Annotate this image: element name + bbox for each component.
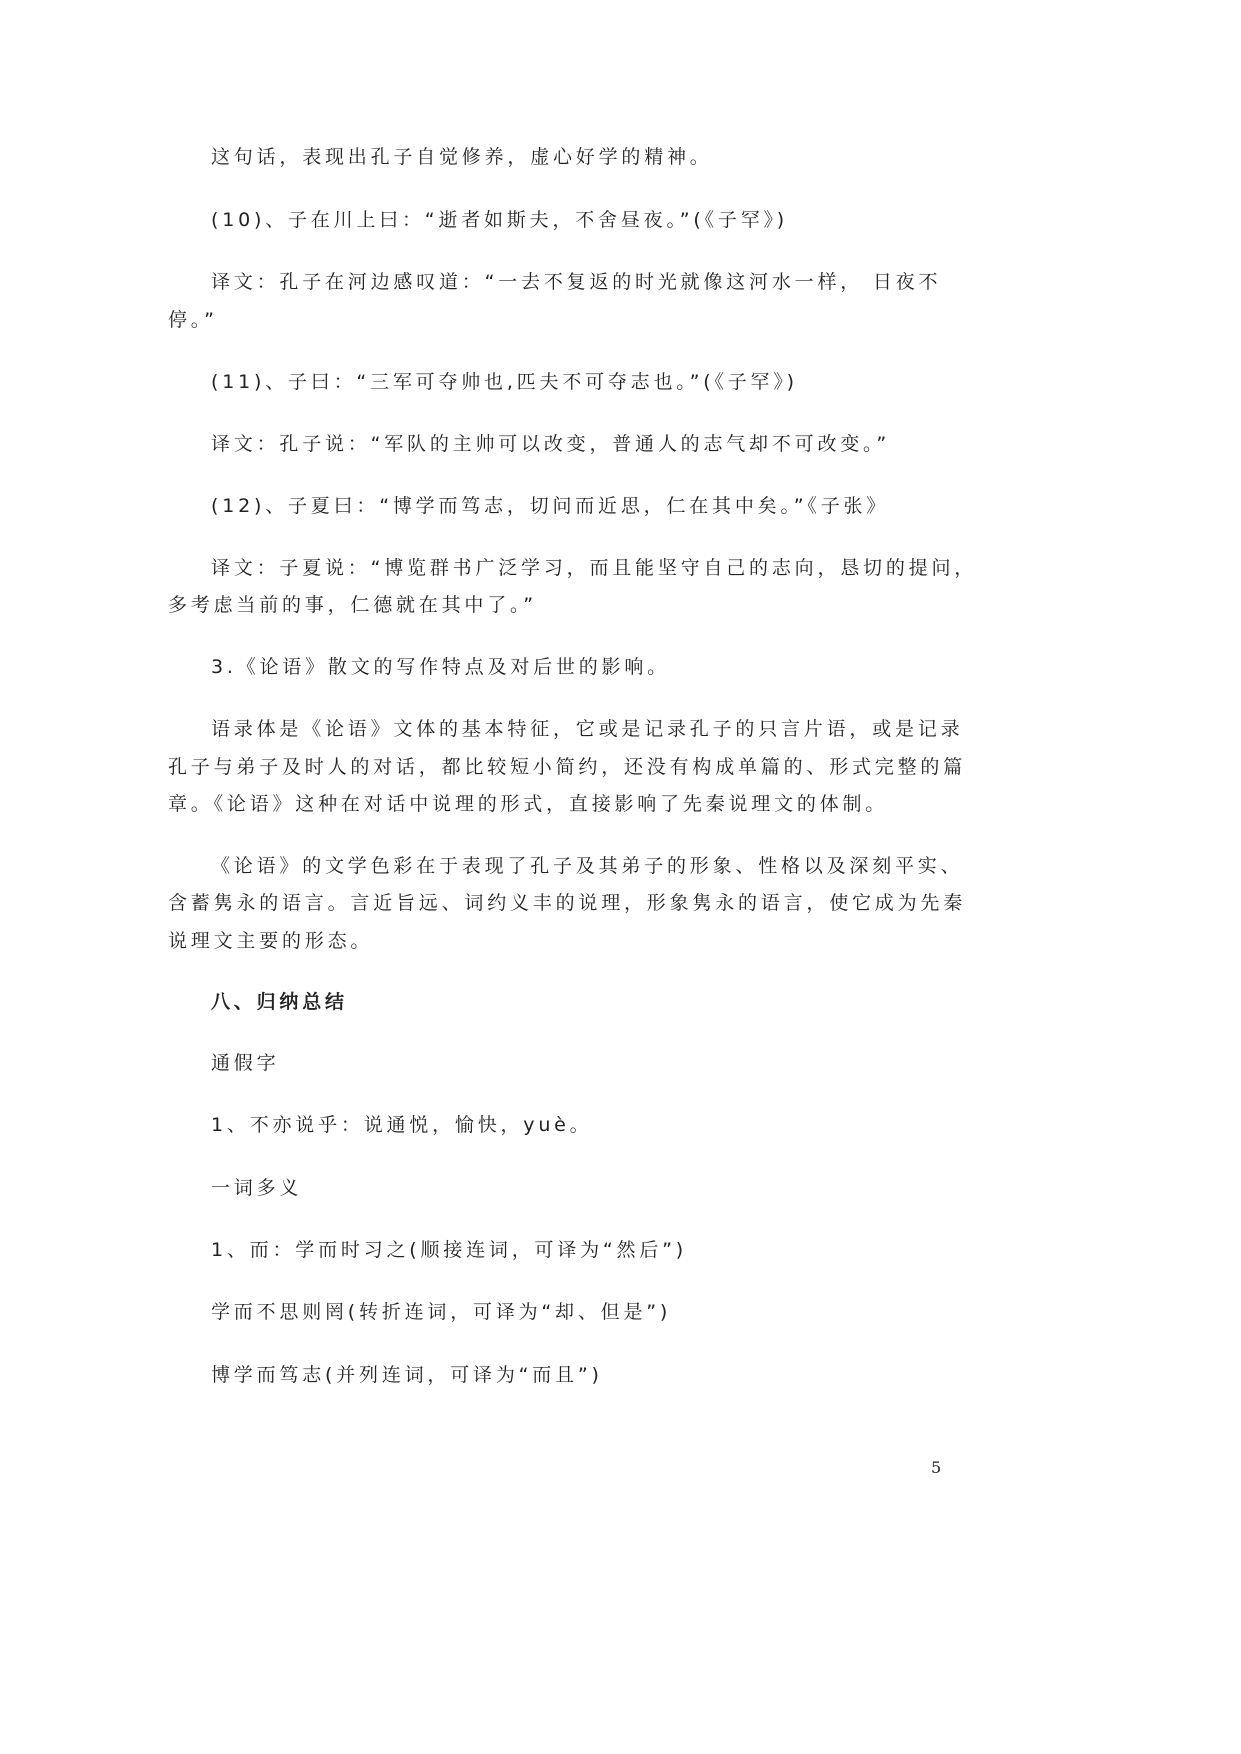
subheading-tongjiazi: 通假字: [211, 1052, 280, 1074]
list-item: 1、而：学而时习之(顺接连词，可译为“然后”): [211, 1239, 688, 1261]
page-number: 5: [931, 1458, 942, 1477]
paragraph-line: 这句话，表现出孔子自觉修养，虚心好学的精神。: [211, 146, 713, 168]
quote-10: (10)、子在川上曰：“逝者如斯夫，不舍昼夜。”(《子罕》): [211, 209, 789, 231]
list-item: 博学而笃志(并列连词，可译为“而且”): [211, 1364, 603, 1386]
paragraph-line: 含蓄隽永的语言。言近旨远、词约义丰的说理，形象隽永的语言，使它成为先秦: [168, 892, 967, 914]
translation-11: 译文：孔子说：“军队的主帅可以改变，普通人的志气却不可改变。”: [211, 433, 890, 455]
translation-12-line-1: 译文：子夏说：“博览群书广泛学习，而且能坚守自己的志向，恳切的提问，: [211, 557, 978, 579]
paragraph-line: 孔子与弟子及时人的对话，都比较短小简约，还没有构成单篇的、形式完整的篇: [168, 756, 967, 778]
quote-12: (12)、子夏曰：“博学而笃志，切问而近思，仁在其中矣。”《子张》: [211, 495, 890, 517]
subheading-yiciduoyi: 一词多义: [211, 1177, 303, 1199]
list-item: 1、不亦说乎：说通悦，愉快，yuè。: [211, 1114, 593, 1136]
paragraph-line: 说理文主要的形态。: [168, 930, 374, 952]
paragraph-line: 章。《论语》这种在对话中说理的形式，直接影响了先秦说理文的体制。: [168, 793, 889, 815]
quote-11: (11)、子曰：“三军可夺帅也,匹夫不可夺志也。”(《子罕》): [211, 371, 798, 393]
paragraph-line: 《论语》的文学色彩在于表现了孔子及其弟子的形象、性格以及深刻平实、: [211, 855, 964, 877]
section-3-heading: 3.《论语》散文的写作特点及对后世的影响。: [211, 656, 670, 678]
paragraph-line: 语录体是《论语》文体的基本特征，它或是记录孔子的只言片语，或是记录: [211, 718, 964, 740]
section-8-heading: 八、归纳总结: [211, 991, 348, 1013]
translation-12-line-2: 多考虑当前的事，仁德就在其中了。”: [168, 594, 537, 616]
list-item: 学而不思则罔(转折连词，可译为“却、但是”): [211, 1301, 672, 1323]
translation-10-line-2: 停。”: [168, 309, 218, 331]
translation-10-line-1: 译文：孔子在河边感叹道：“一去不复返的时光就像这河水一样， 日夜不: [211, 271, 942, 293]
